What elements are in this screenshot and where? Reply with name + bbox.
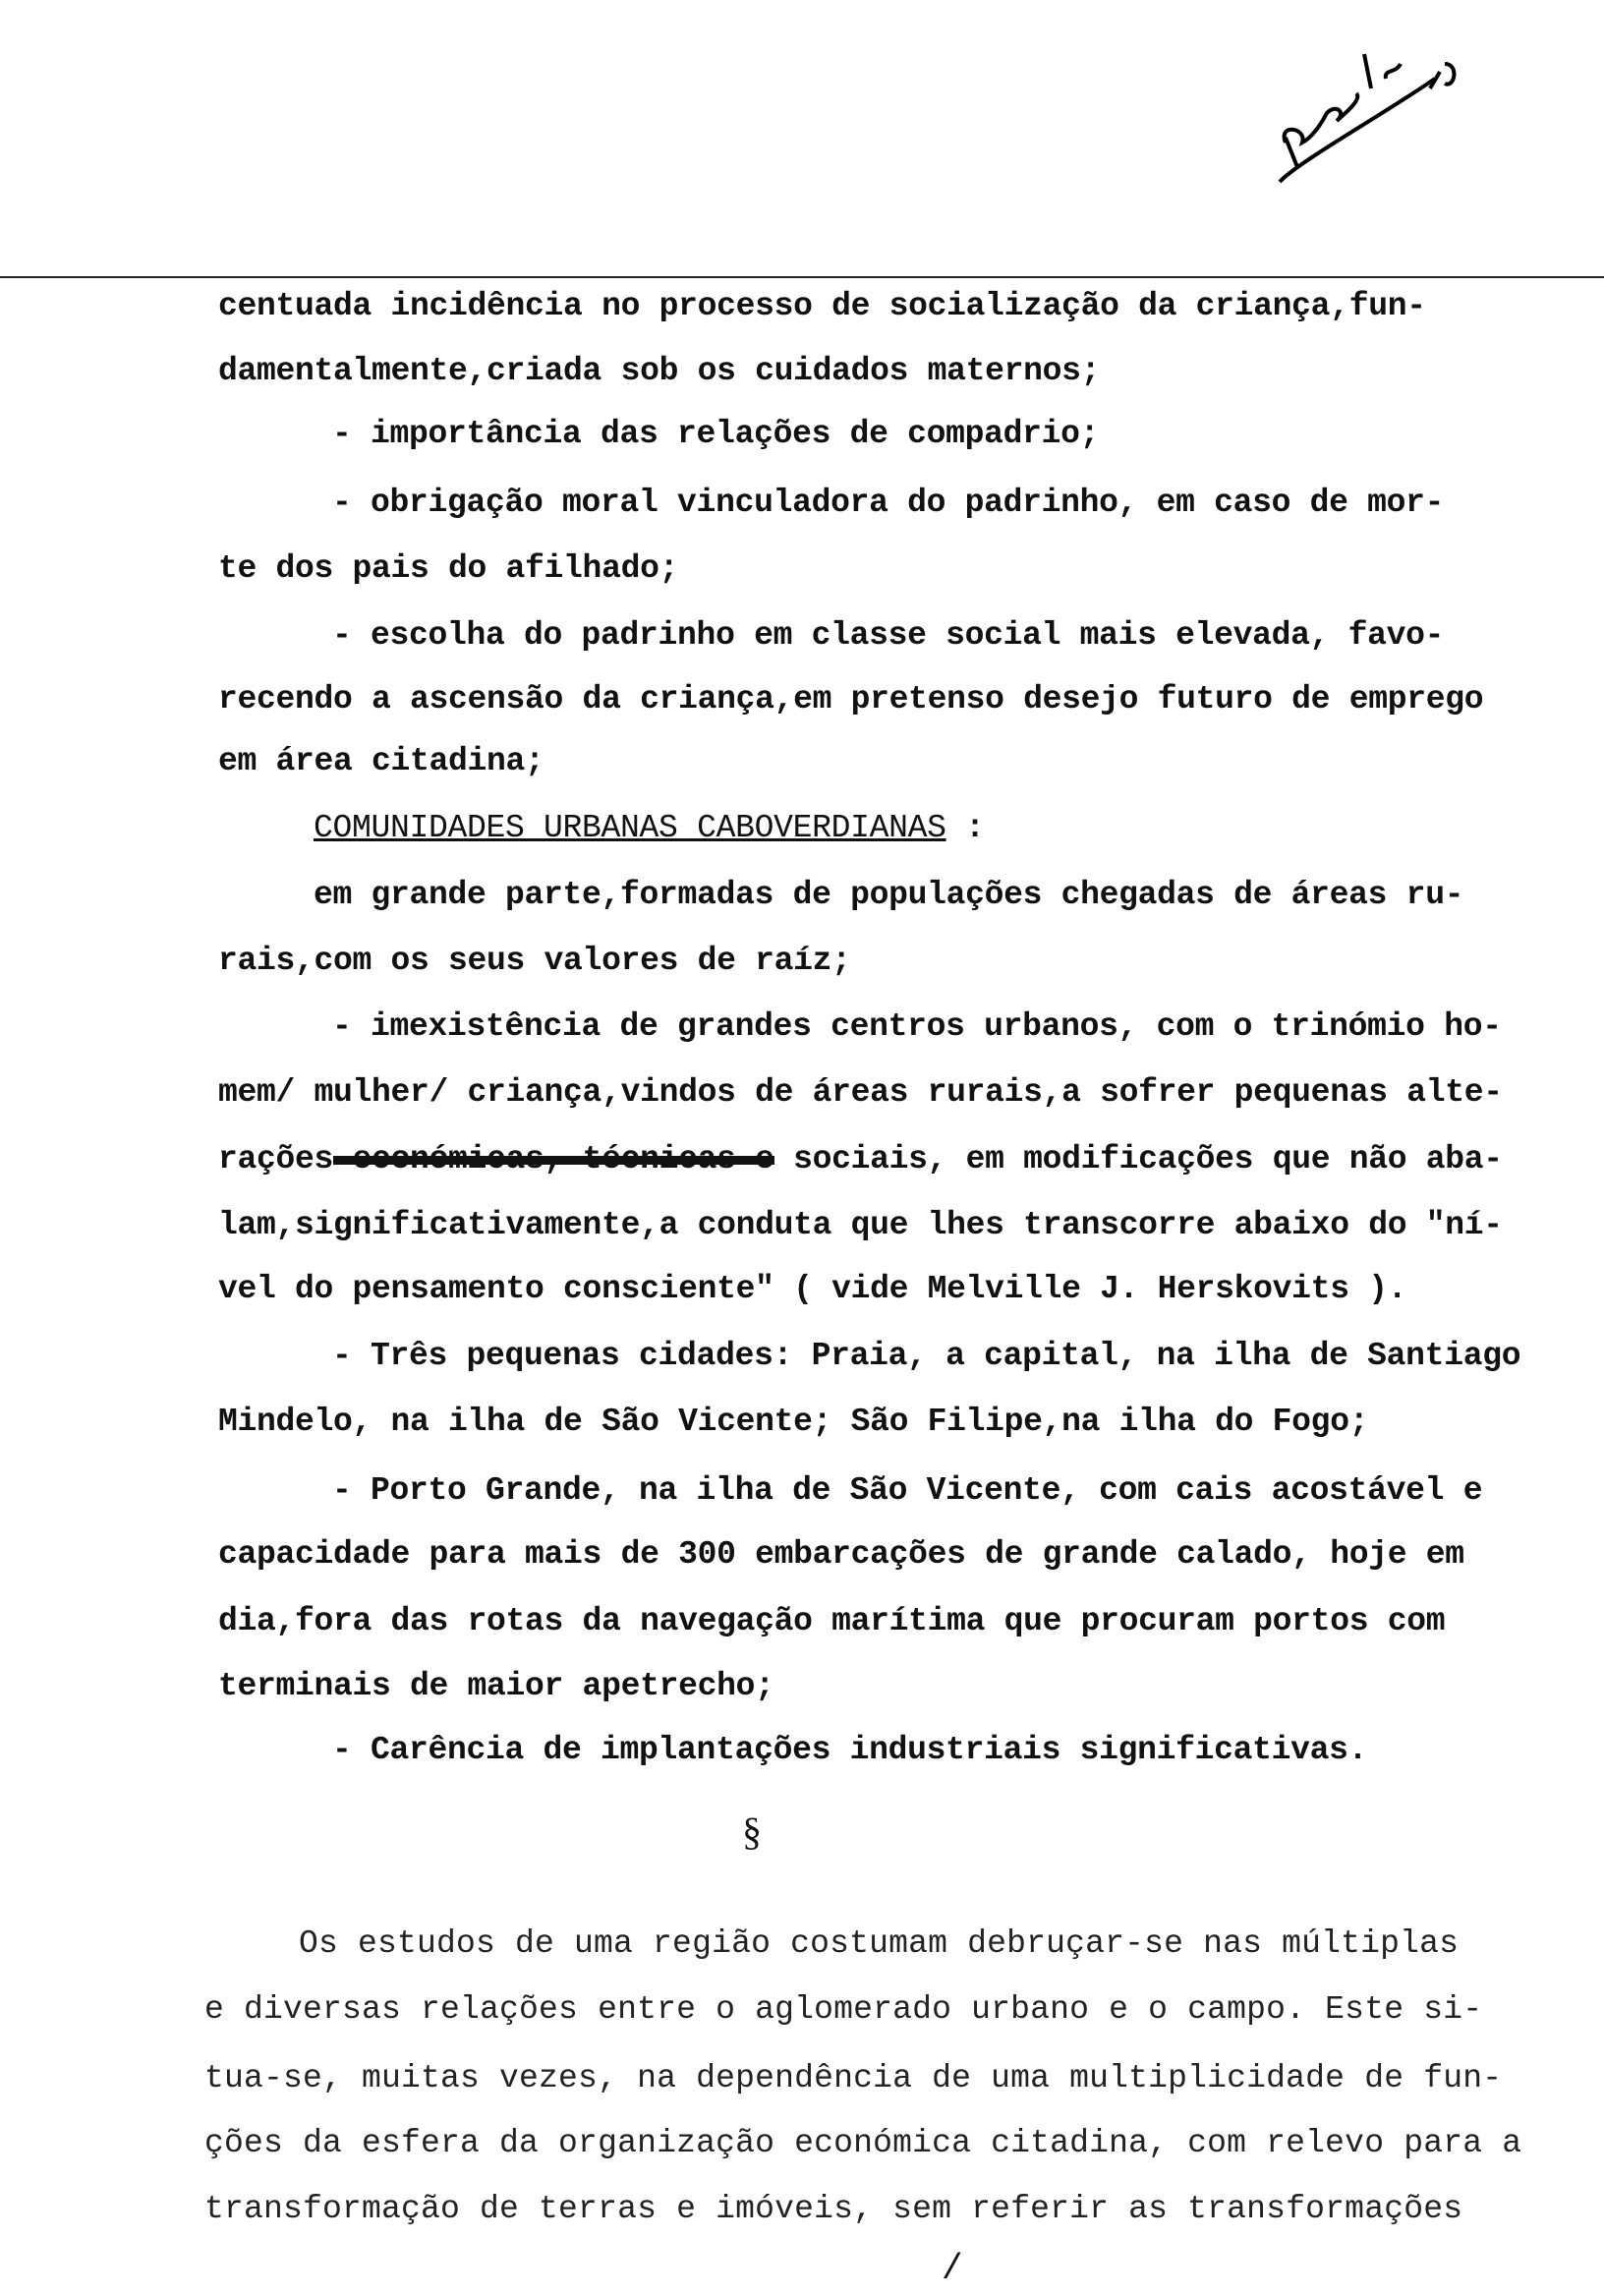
text-line: lam,significativamente,a conduta que lhes transcorre abaixo do "ní- [218,1207,1503,1243]
text-line: terminais de maior apetrecho; [218,1668,774,1704]
text-line: vel do pensamento consciente" ( vide Melville J. Herskovits ). [218,1271,1407,1307]
text-line: em grande parte,formadas de populações chegadas de áreas ru- [314,877,1464,913]
text-line: - Três pequenas cidades: Praia, a capital, na ilha de Santiago [332,1338,1521,1374]
text-line: - escolha do padrinho em classe social mais elevada, favo- [332,617,1445,654]
text-line: centuada incidência no processo de socialização da criança,fun- [218,288,1426,324]
text-line: mem/ mulher/ criança,vindos de áreas rurais,a sofrer pequenas alte- [218,1074,1503,1111]
text-segment: rações [218,1141,334,1177]
section-mark: § [742,1809,762,1854]
text-line: - importância das relações de compadrio; [332,416,1100,452]
text-line: - imexistência de grandes centros urbanos, com o trinómio ho- [332,1008,1502,1045]
text-line: tua-se, muitas vezes, na dependência de uma multiplicidade de fun- [204,2060,1503,2096]
text-line: e diversas relações entre o aglomerado urbano e o campo. Este si- [204,1991,1483,2028]
text-line: - Carência de implantações industriais significativas. [332,1732,1368,1768]
text-line: recendo a ascensão da criança,em pretenso desejo futuro de emprego [218,681,1484,718]
text-line: em área citadina; [218,743,544,779]
text-line: capacidade para mais de 300 embarcações de grande calado, hoje em [218,1536,1464,1573]
footer-mark: / [942,2249,963,2289]
text-line: damentalmente,criada sob os cuidados maternos; [218,353,1101,389]
text-line-with-strikethrough [218,1140,1503,1179]
text-line: rais,com os seus valores de raíz; [218,943,851,979]
text-line: - obrigação moral vinculadora do padrinho, em caso de mor- [332,485,1445,521]
section-heading-text: COMUNIDADES URBANAS CABOVERDIANAS [314,810,946,846]
page-top-rule [0,276,1604,278]
text-line: te dos pais do afilhado; [218,550,679,587]
text-segment: sociais, em modificações que não aba- [773,1141,1503,1177]
section-heading-suffix: : [945,810,985,846]
section-heading [314,809,985,848]
text-line: Mindelo, na ilha de São Vicente; São Filipe,na ilha do Fogo; [218,1404,1369,1440]
text-line: - Porto Grande, na ilha de São Vicente, com cais acostável e [332,1472,1483,1509]
text-line: ções da esfera da organização económica citadina, com relevo para a [204,2125,1522,2161]
text-line: Os estudos de uma região costumam debruçar-se nas múltiplas [299,1925,1460,1962]
handwritten-annotation [1268,44,1533,216]
text-line: dia,fora das rotas da navegação marítima que procuram portos com [218,1603,1446,1639]
struck-out-text: económicas, técnicas e [333,1141,774,1177]
text-line: transformação de terras e imóveis, sem referir as transformações [204,2191,1463,2227]
